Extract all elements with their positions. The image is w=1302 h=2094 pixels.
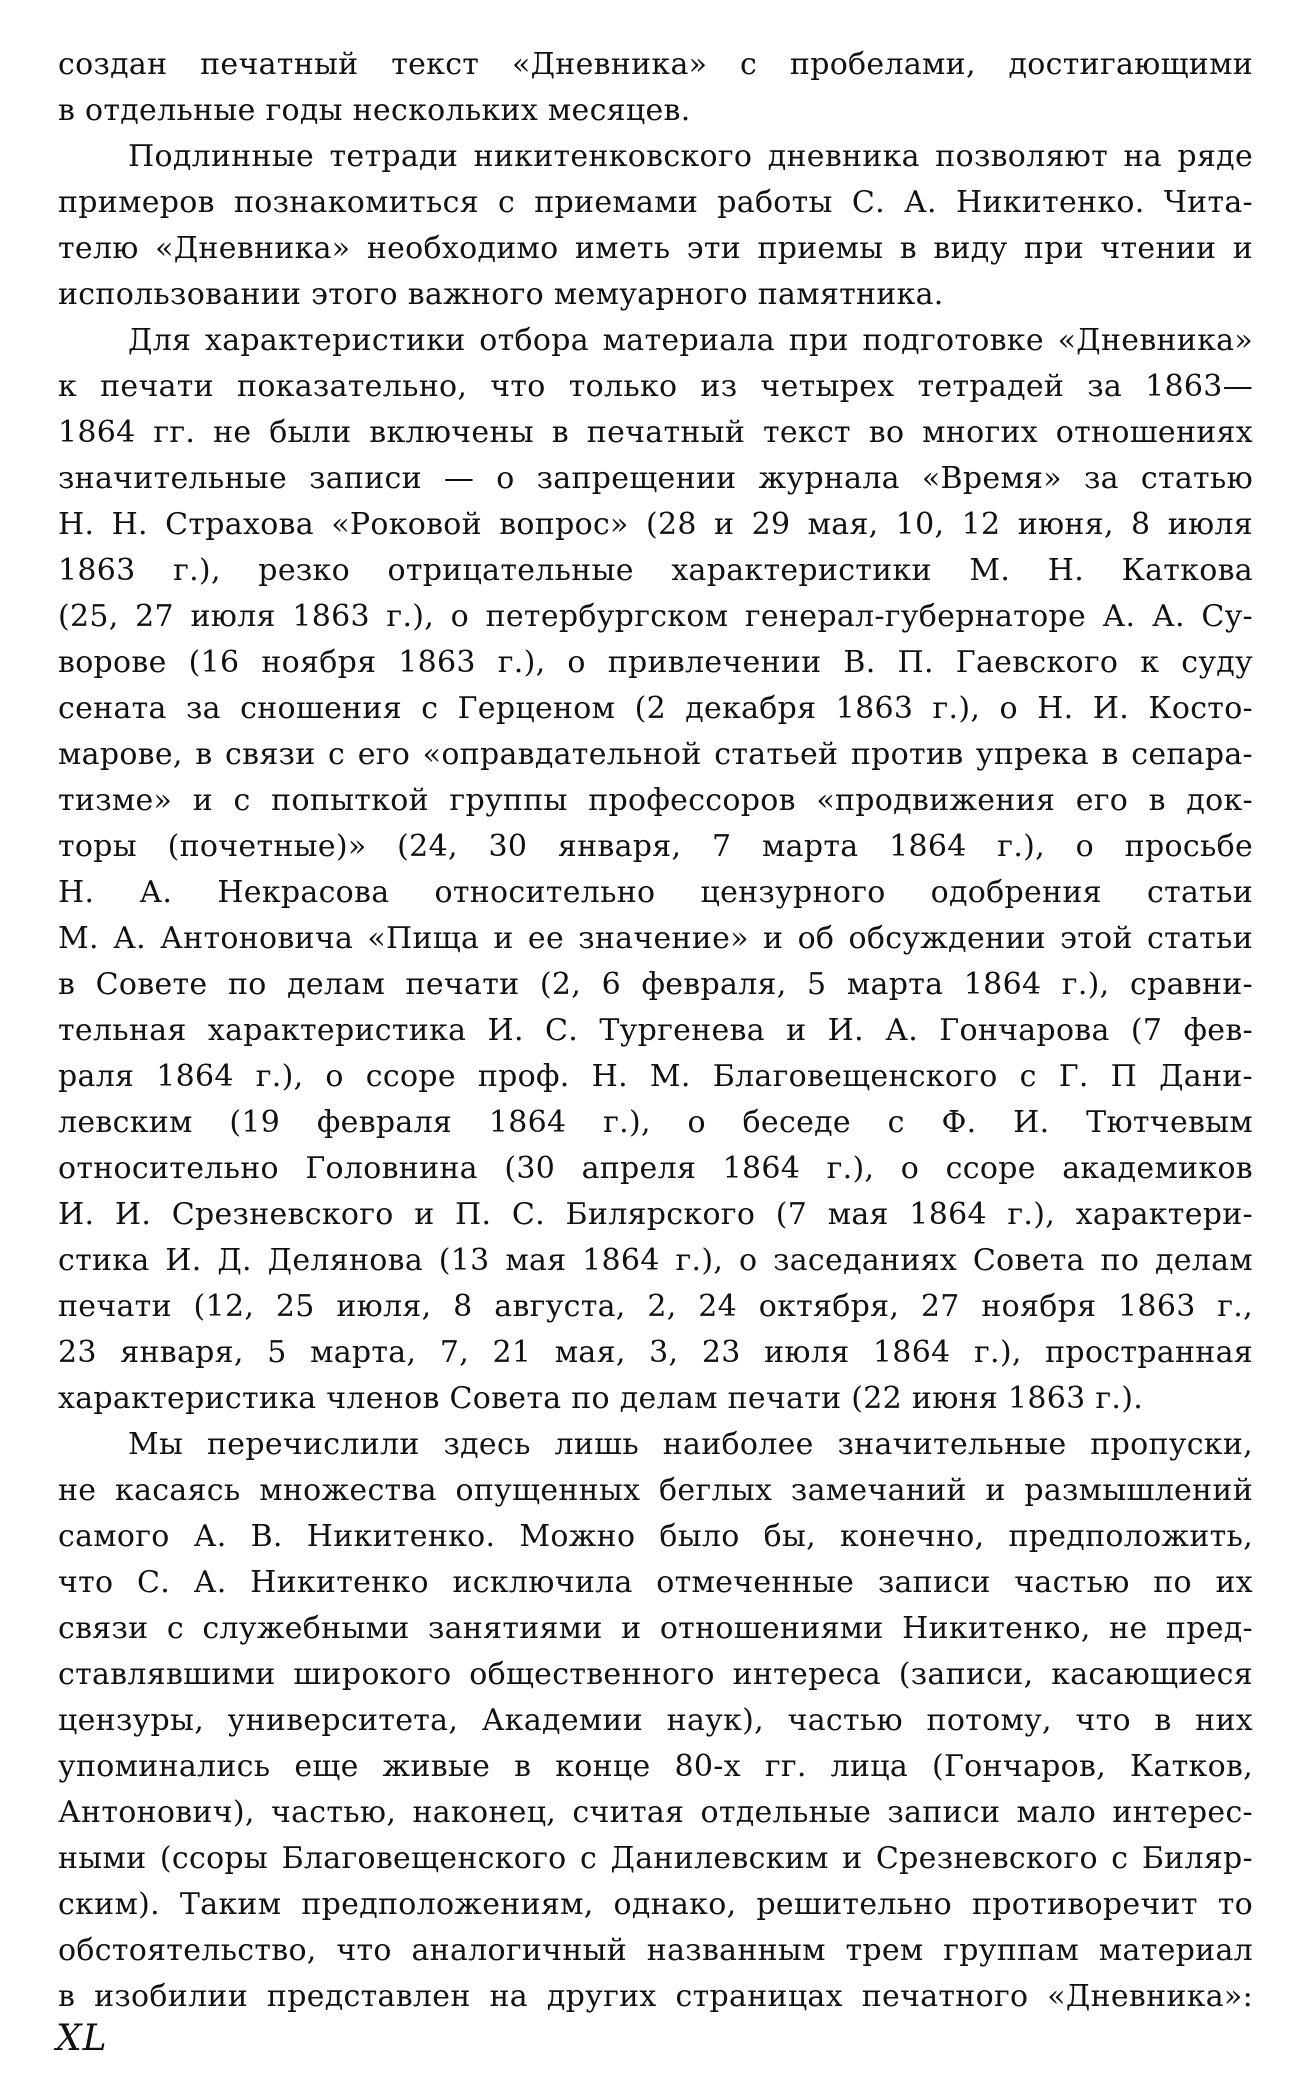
text-line: в Совете по делам печати (2, 6 февраля, 5 марта 1864 г.), сравни- (58, 967, 1253, 1002)
text-line: 1863 г.), резко отрицательные характеристики М. Н. Каткова (58, 553, 1253, 588)
text-line: в отдельные годы нескольких месяцев. (58, 93, 691, 128)
text-line: связи с служебными занятиями и отношениями Никитенко, не пред- (58, 1611, 1253, 1646)
text-line: самого А. В. Никитенко. Можно было бы, конечно, предположить, (58, 1519, 1253, 1554)
text-line: Н. Н. Страхова «Роковой вопрос» (28 и 29 мая, 10, 12 июня, 8 июля (58, 507, 1253, 542)
text-line: раля 1864 г.), о ссоре проф. Н. М. Благовещенского с Г. П Дани- (58, 1059, 1253, 1094)
text-line: печати (12, 25 июля, 8 августа, 2, 24 октября, 27 ноября 1863 г., (58, 1289, 1253, 1324)
text-line: ставлявшими широкого общественного интереса (записи, касающиеся (58, 1657, 1253, 1692)
text-line: ными (ссоры Благовещенского с Данилевским и Срезневского с Биляр- (58, 1841, 1253, 1876)
text-line: создан печатный текст «Дневника» с пробелами, достигающими (58, 47, 1253, 82)
text-line: что С. А. Никитенко исключила отмеченные записи частью по их (58, 1565, 1253, 1600)
text-line: в изобилии представлен на других страницах печатного «Дневника»: (58, 1979, 1253, 2014)
text-line: значительные записи — о запрещении журнала «Время» за статью (58, 461, 1253, 496)
text-line: цензуры, университета, Академии наук), частью потому, что в них (58, 1703, 1253, 1738)
text-line: не касаясь множества опущенных беглых замечаний и размышлений (58, 1473, 1253, 1508)
text-line: сената за сношения с Герценом (2 декабря 1863 г.), о Н. И. Косто- (58, 691, 1253, 726)
text-line: 23 января, 5 марта, 7, 21 мая, 3, 23 июля 1864 г.), пространная (58, 1335, 1253, 1370)
paragraph (58, 318, 1253, 1422)
text-line: тизме» и с попыткой группы профессоров «продвижения его в док- (58, 783, 1253, 818)
text-line: марове, в связи с его «оправдательной статьей против упрека в сепара- (58, 737, 1253, 772)
text-line: (25, 27 июля 1863 г.), о петербургском генерал-губернаторе А. А. Су- (58, 599, 1253, 634)
paragraph (58, 134, 1253, 318)
paragraph (58, 1422, 1253, 2020)
text-line: характеристика членов Совета по делам печати (22 июня 1863 г.). (58, 1381, 1144, 1416)
paragraph (58, 42, 1253, 134)
page-number: XL (56, 2018, 108, 2059)
text-line: тельная характеристика И. С. Тургенева и И. А. Гончарова (7 фев- (58, 1013, 1253, 1048)
text-line: Для характеристики отбора материала при подготовке «Дневника» (128, 323, 1253, 358)
text-line: к печати показательно, что только из четырех тетрадей за 1863— (58, 369, 1253, 404)
text-line: Подлинные тетради никитенковского дневника позволяют на ряде (128, 139, 1253, 174)
text-line: стика И. Д. Делянова (13 мая 1864 г.), о заседаниях Совета по делам (58, 1243, 1253, 1278)
text-line: использовании этого важного мемуарного памятника. (58, 277, 944, 312)
text-line: ворове (16 ноября 1863 г.), о привлечении В. П. Гаевского к суду (58, 645, 1253, 680)
text-line: 1864 гг. не были включены в печатный текст во многих отношениях (58, 415, 1253, 450)
text-line: торы (почетные)» (24, 30 января, 7 марта 1864 г.), о просьбе (58, 829, 1253, 864)
text-line: Мы перечислили здесь лишь наиболее значительные пропуски, (128, 1427, 1253, 1462)
text-line: Н. А. Некрасова относительно цензурного одобрения статьи (58, 875, 1253, 910)
text-line: упоминались еще живые в конце 80-х гг. лица (Гончаров, Катков, (58, 1749, 1253, 1784)
text-line: обстоятельство, что аналогичный названным трем группам материал (58, 1933, 1253, 1968)
text-line: относительно Головнина (30 апреля 1864 г.), о ссоре академиков (58, 1151, 1253, 1186)
text-line: телю «Дневника» необходимо иметь эти приемы в виду при чтении и (58, 231, 1253, 266)
text-line: Антонович), частью, наконец, считая отдельные записи мало интерес- (58, 1795, 1253, 1830)
text-line: И. И. Срезневского и П. С. Билярского (7 мая 1864 г.), характери- (58, 1197, 1253, 1232)
text-line: ским). Таким предположениям, однако, решительно противоречит то (58, 1887, 1253, 1922)
text-line: примеров познакомиться с приемами работы С. А. Никитенко. Чита- (58, 185, 1253, 220)
text-line: левским (19 февраля 1864 г.), о беседе с Ф. И. Тютчевым (58, 1105, 1253, 1140)
body-text (58, 42, 1253, 2020)
text-line: М. А. Антоновича «Пища и ее значение» и об обсуждении этой статьи (58, 921, 1253, 956)
